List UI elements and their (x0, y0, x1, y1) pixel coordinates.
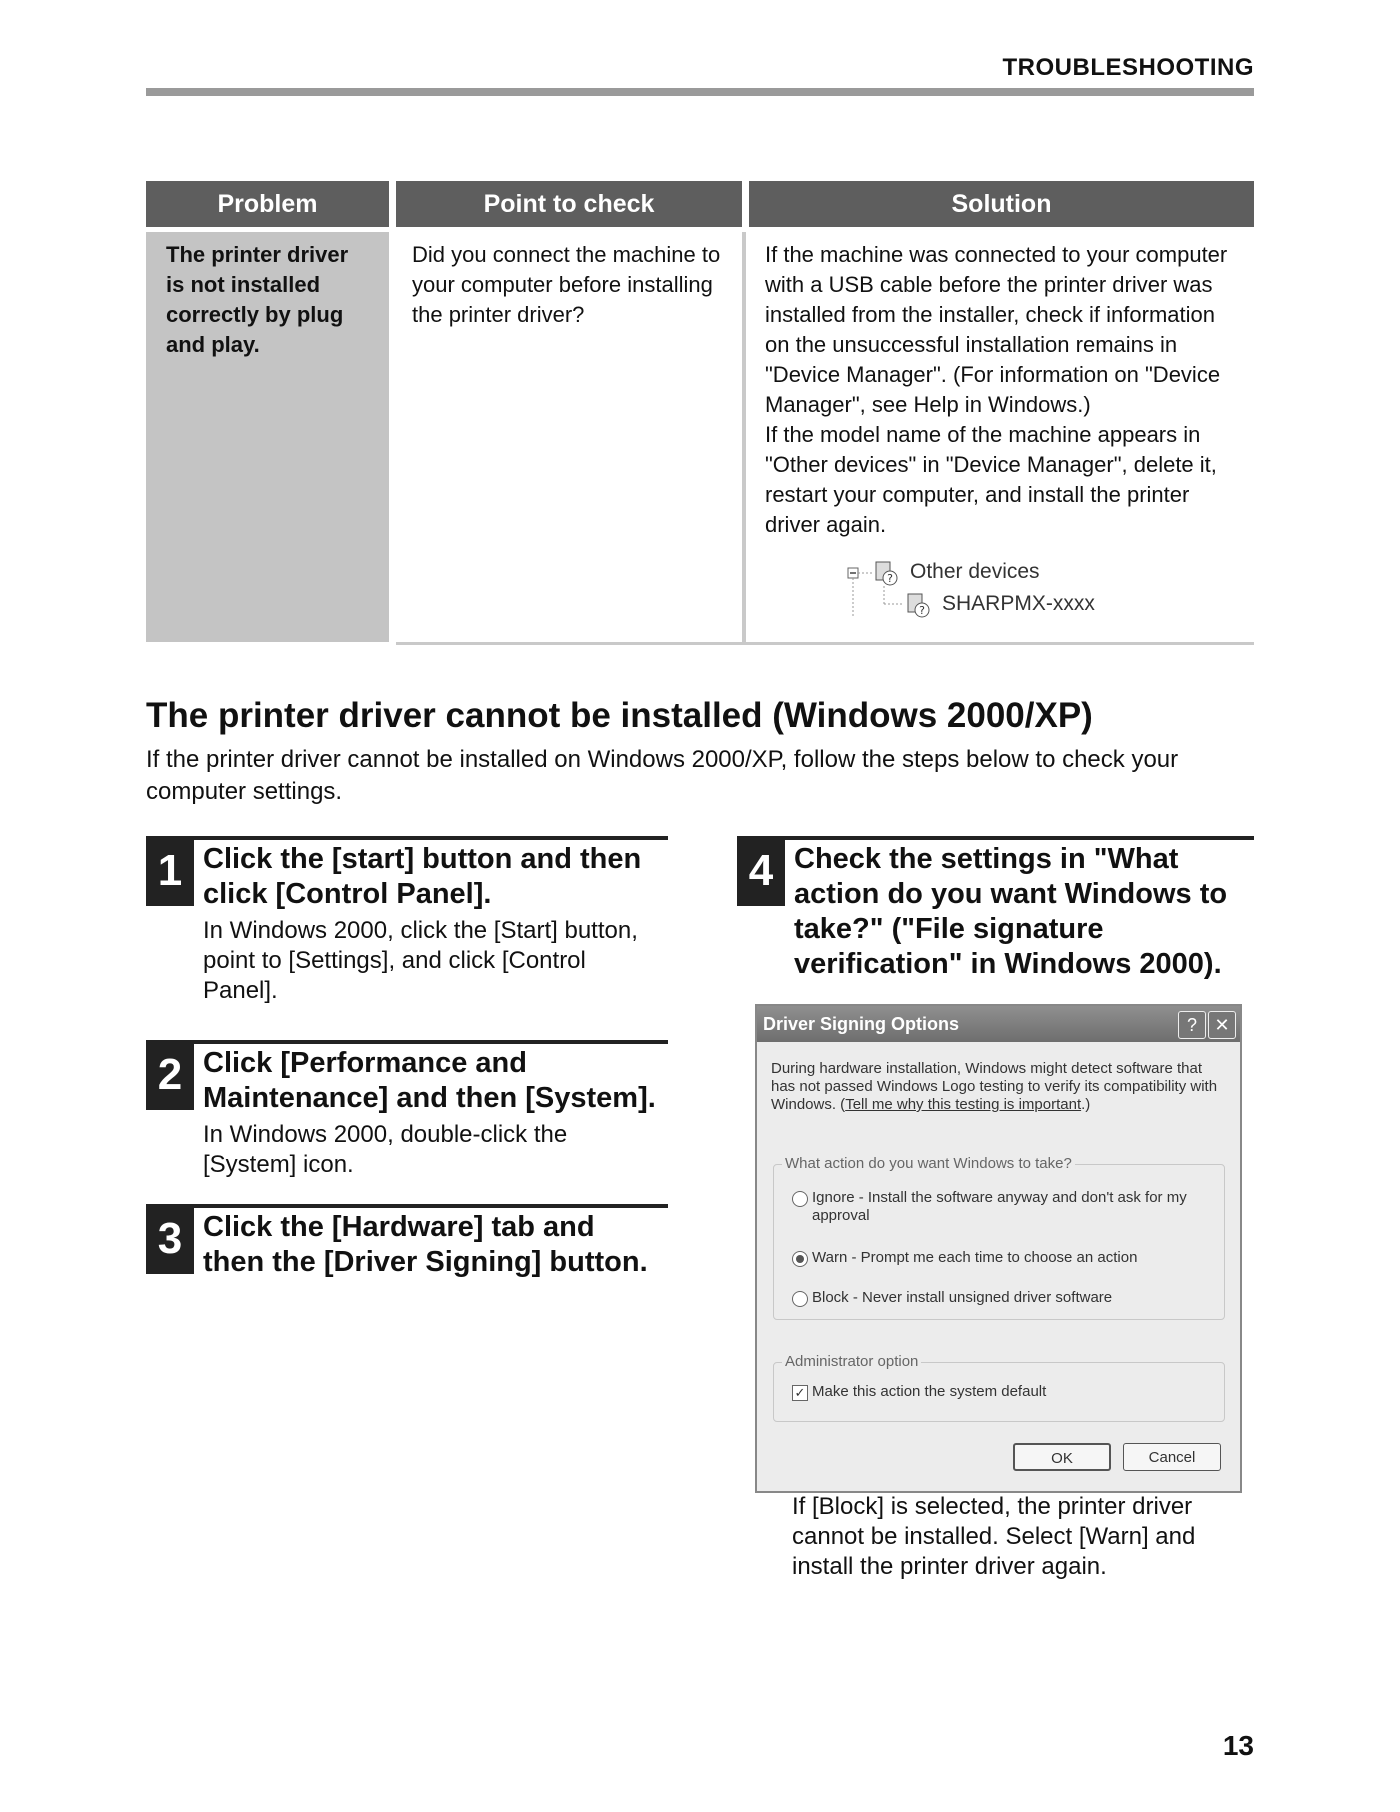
step-rule (146, 836, 668, 840)
step-desc-line: In Windows 2000, double-click the (203, 1121, 568, 1148)
dialog-text-prefix: Windows. ( (771, 1096, 846, 1113)
step-title-line: click [Control Panel]. (203, 878, 492, 910)
dialog-text-line (771, 1096, 1231, 1114)
step-rule (146, 1040, 668, 1044)
dialog-text-line: has not passed Windows Logo testing to verify its compatibility with (771, 1078, 1218, 1095)
step-rule (737, 836, 1254, 840)
step-number: 1 (146, 836, 194, 906)
step-description (203, 916, 638, 1006)
step-1 (146, 836, 668, 1006)
warn-radio[interactable] (792, 1251, 808, 1267)
solution-line: "Device Manager". (For information on "Device (765, 362, 1221, 387)
unknown-device-icon (906, 592, 930, 618)
warn-option-label: Warn - Prompt me each time to choose an action (812, 1249, 1138, 1266)
solution-cell (749, 232, 1254, 540)
solution-line: installed from the installer, check if information (765, 302, 1215, 327)
cancel-button[interactable]: Cancel (1123, 1443, 1221, 1471)
check-line: Did you connect the machine to (412, 242, 721, 267)
tree-parent-label: Other devices (910, 560, 1040, 583)
step-title-line: verification" in Windows 2000). (794, 948, 1222, 980)
problem-line: The printer driver (166, 242, 349, 267)
step-title (794, 842, 1227, 982)
section-title: The printer driver cannot be installed (Windows 2000/XP) (146, 696, 1093, 735)
page-number: 13 (1222, 1730, 1254, 1761)
step-title-line: take?" ("File signature (794, 913, 1104, 945)
header-rule (146, 88, 1254, 96)
dialog-text-suffix: .) (1081, 1096, 1091, 1113)
action-group (773, 1155, 1225, 1320)
option-line: approval (812, 1207, 870, 1224)
step-title-line: Click [Performance and (203, 1047, 527, 1079)
system-default-label: Make this action the system default (812, 1383, 1047, 1400)
help-icon[interactable]: ? (1178, 1011, 1206, 1039)
dialog-text-line: During hardware installation, Windows might detect software that (771, 1060, 1203, 1077)
close-icon[interactable]: ✕ (1208, 1011, 1236, 1039)
section-intro (146, 744, 1256, 808)
dialog-titlebar (757, 1006, 1240, 1042)
svg-text:?: ? (919, 604, 925, 617)
dialog-title: Driver Signing Options (763, 1014, 960, 1034)
solution-line: with a USB cable before the printer driver was (765, 272, 1213, 297)
step-number: 3 (146, 1204, 194, 1274)
unknown-device-icon (874, 560, 898, 586)
intro-line: computer settings. (146, 778, 343, 805)
step-desc-line: Panel]. (203, 977, 278, 1004)
table-header-check: Point to check (396, 181, 742, 227)
admin-group (773, 1353, 1225, 1422)
solution-line: on the unsuccessful installation remains in (765, 332, 1178, 357)
check-line: your computer before installing (412, 272, 713, 297)
solution-line: "Other devices" in "Device Manager", delete it, (765, 452, 1217, 477)
ignore-option-label (812, 1189, 1187, 1225)
ok-button[interactable]: OK (1013, 1443, 1111, 1471)
solution-line: Manager", see Help in Windows.) (765, 392, 1091, 417)
system-default-checkbox[interactable]: ✓ (792, 1385, 808, 1401)
solution-line: If the model name of the machine appears in (765, 422, 1201, 447)
caption-line: install the printer driver again. (792, 1553, 1107, 1580)
table-header-solution: Solution (749, 181, 1254, 227)
intro-line: If the printer driver cannot be installed on Windows 2000/XP, follow the steps below to check your (146, 746, 1179, 773)
step-title-line: Click the [start] button and then (203, 843, 642, 875)
check-cell (396, 232, 742, 330)
solution-line: If the machine was connected to your computer (765, 242, 1228, 267)
block-radio[interactable] (792, 1291, 808, 1307)
ignore-radio[interactable] (792, 1191, 808, 1207)
step-number: 4 (737, 836, 785, 906)
step-title (203, 842, 641, 912)
step-title-line: then the [Driver Signing] button. (203, 1246, 648, 1278)
step-description (203, 1120, 567, 1180)
step-title-line: Click the [Hardware] tab and (203, 1211, 595, 1243)
step-title-line: action do you want Windows to (794, 878, 1228, 910)
step-3 (146, 1204, 668, 1294)
driver-signing-dialog (755, 1004, 1242, 1493)
step-4 (737, 836, 1254, 996)
tree-child-label: SHARPMX-xxxx (942, 592, 1095, 615)
admin-group-label: Administrator option (782, 1353, 921, 1370)
step-desc-line: [System] icon. (203, 1151, 354, 1178)
svg-text:?: ? (887, 572, 893, 585)
section-header: TROUBLESHOOTING (1002, 54, 1254, 81)
dialog-caption (792, 1492, 1232, 1582)
testing-info-link[interactable]: Tell me why this testing is important (845, 1096, 1082, 1113)
table-header-problem: Problem (146, 181, 389, 227)
table-bottom-rule (396, 642, 1254, 645)
problem-line: and play. (166, 332, 260, 357)
step-title-line: Check the settings in "What (794, 843, 1179, 875)
step-desc-line: point to [Settings], and click [Control (203, 947, 586, 974)
problem-line: is not installed (166, 272, 321, 297)
step-desc-line: In Windows 2000, click the [Start] button, (203, 917, 638, 944)
step-rule (146, 1204, 668, 1208)
step-2 (146, 1040, 668, 1180)
caption-line: cannot be installed. Select [Warn] and (792, 1523, 1196, 1550)
step-title (203, 1046, 656, 1116)
step-title (203, 1210, 648, 1280)
check-line: the printer driver? (412, 302, 585, 327)
problem-line: correctly by plug (166, 302, 344, 327)
caption-line: If [Block] is selected, the printer driver (792, 1493, 1193, 1520)
action-group-label: What action do you want Windows to take? (782, 1155, 1075, 1172)
column-divider (742, 232, 746, 644)
block-option-label: Block - Never install unsigned driver software (812, 1289, 1113, 1306)
dialog-description (771, 1060, 1231, 1114)
solution-line: driver again. (765, 512, 887, 537)
step-title-line: Maintenance] and then [System]. (203, 1082, 656, 1114)
step-number: 2 (146, 1040, 194, 1110)
solution-line: restart your computer, and install the printer (765, 482, 1190, 507)
device-manager-tree (846, 556, 1106, 626)
option-line: Ignore - Install the software anyway and don't ask for my (812, 1189, 1187, 1206)
problem-cell (146, 232, 389, 642)
